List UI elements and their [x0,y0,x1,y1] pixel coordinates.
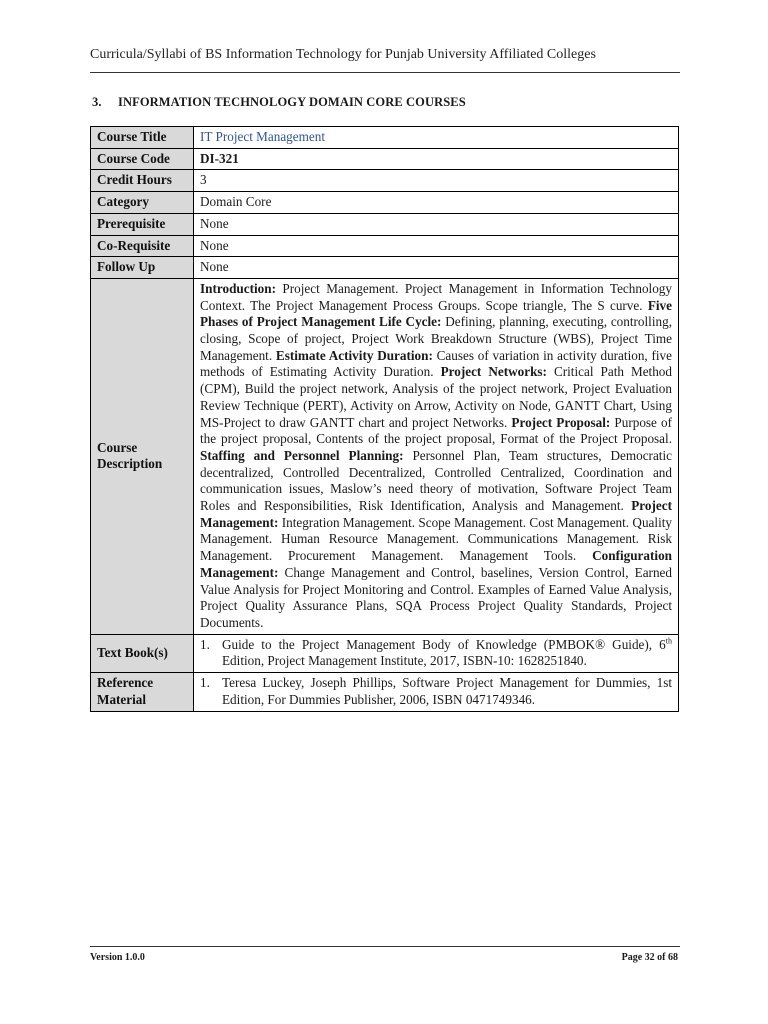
list-item [200,637,672,670]
credit-hours-label: Credit Hours [91,170,194,192]
list-number: 1. [200,675,210,691]
reference-label [91,673,194,711]
table-row [91,192,679,214]
list-item [200,675,672,708]
list-number: 1. [200,636,210,652]
follow-up-value: None [194,257,679,279]
topic-heading: Estimate Activity Duration: [275,347,433,363]
topic-heading: Project Management: [200,498,672,530]
topic-text: Integration Management. Scope Management. Cost Management. Quality Management. Human Resource Management. Communications Management. Risk Management. Procurement Management. Management Tools. [200,514,672,564]
course-description-text [194,278,679,634]
corequisite-value: None [194,235,679,257]
topic-text: Critical Path Method (CPM), Build the project network, Analysis of the project network, Project Evaluation Review Technique (PERT), Activity on Arrow, Activity on Node, GANTT Chart, Using MS-Project to draw GANTT chart and project Networks. [200,364,672,430]
footer-version: Version 1.0.0 [90,952,145,963]
reference-value [194,673,679,711]
topic-text: Causes of variation in activity duration, five methods of Estimating Activity Duration. [200,347,672,380]
textbook-label: Text Book(s) [91,634,194,672]
reference-label-line2: Material [97,691,147,707]
course-table [90,126,679,712]
corequisite-label: Co-Requisite [91,235,194,257]
page-current: 32 [644,952,655,963]
prerequisite-label: Prerequisite [91,213,194,235]
textbook-value [194,634,679,672]
textbook-list [200,637,672,670]
follow-up-label: Follow Up [91,257,194,279]
reference-list [200,675,672,708]
table-row [91,213,679,235]
page-word: Page [621,952,643,963]
topic-heading: Project Networks: [440,364,547,380]
credit-hours-value: 3 [194,170,679,192]
topic-text: Project Management. Project Management in Information Technology Context. The Project Management Process Groups. Scope triangle, The S curve. [200,280,672,313]
textbook-text-cont: Edition, Project Management Institute, 2017, ISBN-10: 1628251840. [222,653,587,669]
topic-text: Purpose of the project proposal, Contents of the project proposal, Format of the Project Proposal. [200,414,673,447]
page-of: of [657,952,666,963]
prerequisite-value: None [194,213,679,235]
topic-heading: Five Phases of Project Management Life Cycle: [200,297,672,330]
course-code-label: Course Code [91,148,194,170]
topic-text: Personnel Plan, Team structures, Democratic decentralized, Controlled Decentralized, Controlled Centralized, Coordination and communication issues, Maslow’s need theory of motivation, Software Project Team Roles and Responsibilities, Risk Identification, Analysis and Management. [200,447,672,514]
page-total: 68 [668,952,678,963]
category-value: Domain Core [194,192,679,214]
header-divider [90,72,680,73]
footer-page-number [622,952,678,963]
textbook-text: Guide to the Project Management Body of Knowledge (PMBOK® Guide), 6 [222,636,666,652]
table-row [91,257,679,279]
section-title: INFORMATION TECHNOLOGY DOMAIN CORE COURSES [118,95,466,109]
course-title-label: Course Title [91,127,194,149]
topic-heading: Configuration Management: [200,548,672,580]
table-row [91,148,679,170]
course-code-value: DI-321 [194,148,679,170]
table-row [91,278,679,634]
page-header: Curricula/Syllabi of BS Information Technology for Punjab University Affiliated Colleges [90,47,596,62]
table-row [91,634,679,672]
table-row [91,673,679,711]
reference-text: Teresa Luckey, Joseph Phillips, Software Project Management for Dummies, 1st Edition, For Dummies Publisher, 2006, ISBN 0471749346. [222,675,672,707]
course-description-label-line2: Description [97,456,163,472]
topic-text: Change Management and Control, baselines, Version Control, Earned Value Analysis for Project Monitoring and Control. Examples of Earned Value Analysis, Project Quality Assurance Plans, SQA Process Project Quality Standards, Project Documents. [200,564,672,630]
course-title-value: IT Project Management [194,127,679,149]
topic-heading: Introduction: [200,280,276,296]
section-heading [92,95,466,110]
textbook-superscript: th [665,636,672,646]
table-row [91,127,679,149]
footer-divider [90,946,680,947]
course-description-label [91,278,194,634]
topic-heading: Project Proposal: [511,414,611,430]
topic-heading: Staffing and Personnel Planning: [200,447,404,463]
section-number: 3. [92,95,102,109]
course-description-label-line1: Course [97,439,138,455]
reference-label-line1: Reference [97,675,154,691]
category-label: Category [91,192,194,214]
table-row [91,170,679,192]
table-row [91,235,679,257]
topic-text: Defining, planning, executing, controlling, closing, Scope of project, Project Work Breakdown Structure (WBS), Project Time Management. [200,314,672,363]
